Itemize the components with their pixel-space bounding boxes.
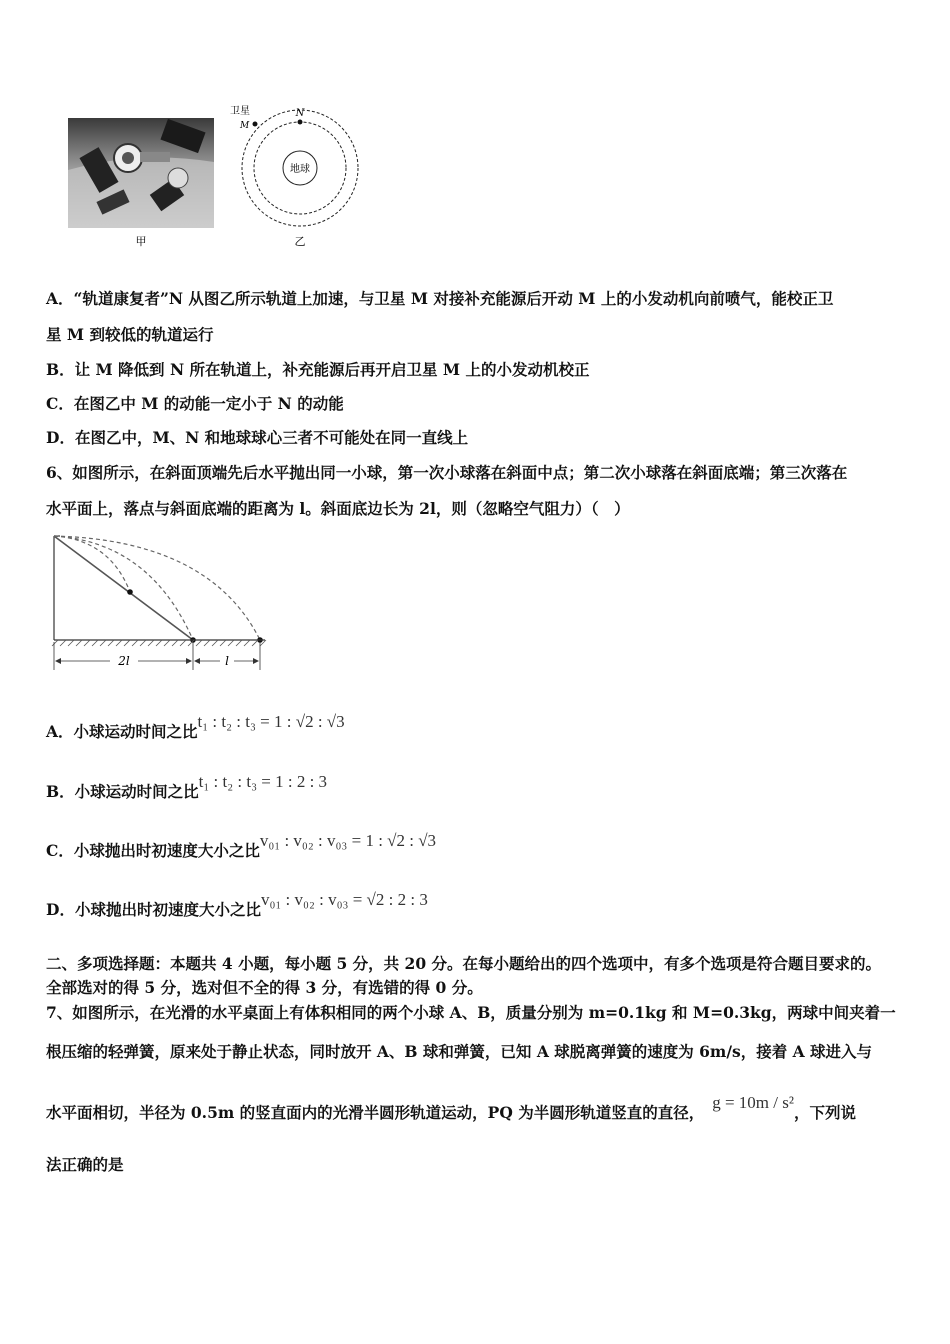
q6-option-c-text: C．小球抛出时初速度大小之比 [46, 841, 260, 860]
q6-option-c-math: v₀₁ : v₀₂ : v₀₃ = 1 : √2 : √3 [259, 831, 437, 850]
q7-line3-tail: ，下列说 [793, 1103, 856, 1122]
q6-option-d-math: v₀₁ : v₀₂ : v₀₃ = √2 : 2 : 3 [260, 890, 428, 909]
label-m: M [240, 121, 250, 131]
q6-option-a-math: t₁ : t₂ : t₃ = 1 : √2 : √3 [197, 712, 345, 731]
q6-option-b-text: B．小球运动时间之比 [46, 782, 199, 801]
q5-option-a-line1: A．“轨道康复者”N 从图乙所示轨道上加速，与卫星 M 对接补充能源后开动 M 上的小发动机向前喷气，能校正卫 [46, 289, 834, 308]
q7-line4: 法正确的是 [46, 1155, 124, 1174]
q5-option-b: B．让 M 降低到 N 所在轨道上，补充能源后再开启卫星 M 上的小发动机校正 [46, 360, 590, 379]
q5-option-c: C．在图乙中 M 的动能一定小于 N 的动能 [46, 394, 344, 413]
label-n: N [295, 108, 305, 119]
q6-option-a-text: A．小球运动时间之比 [46, 722, 198, 741]
q7-line2: 根压缩的轻弹簧，原来处于静止状态，同时放开 A、B 球和弹簧，已知 A 球脱离弹簧的速度为 6m/s，接着 A 球进入与 [46, 1042, 873, 1061]
q6-option-d-text: D．小球抛出时初速度大小之比 [46, 900, 261, 919]
satellite-m-dot [253, 122, 258, 127]
dimension-l-label: l [225, 654, 229, 668]
q7-line1: 7、如图所示，在光滑的水平桌面上有体积相同的两个小球 A、B，质量分别为 m=0.1kg 和 M=0.3kg，两球中间夹着一 [46, 1003, 896, 1022]
q6-option-b-math: t₁ : t₂ : t₃ = 1 : 2 : 3 [198, 772, 328, 791]
label-satellite: 卫星 [230, 106, 250, 117]
q6-stem-line2: 水平面上，落点与斜面底端的距离为 l。斜面底边长为 2l，则（忽略空气阻力）（ ） [46, 499, 630, 518]
q6-option-b [46, 772, 328, 802]
q5-option-a-line2: 星 M 到较低的轨道运行 [46, 325, 214, 344]
q6-option-a [46, 712, 345, 742]
q7-line3-math: g = 10m / s² [712, 1093, 794, 1112]
section2-line2: 全部选对的得 5 分，选对但不全的得 3 分，有选错的得 0 分。 [46, 978, 483, 997]
q6-stem-line1: 6、如图所示，在斜面顶端先后水平抛出同一小球，第一次小球落在斜面中点；第二次小球落在斜面底端；第三次落在 [46, 463, 848, 482]
satellite-figure [68, 100, 368, 254]
q5-option-d: D．在图乙中，M、N 和地球球心三者不可能处在同一直线上 [46, 428, 469, 447]
incline-surface [54, 536, 193, 640]
section2-line1: 二、多项选择题：本题共 4 小题，每小题 5 分，共 20 分。在每小题给出的四个选项中，有多个选项是符合题目要求的。 [46, 954, 882, 973]
q6-option-d [46, 890, 428, 920]
incline-figure [50, 530, 275, 676]
q7-line3-text: 水平面相切，半径为 0.5m 的竖直面内的光滑半圆形轨道运动，PQ 为半圆形轨道竖直的直径， [46, 1103, 705, 1122]
q7-line3 [46, 1093, 856, 1123]
satellite-n-dot [298, 120, 303, 125]
orbit-diagram [230, 105, 358, 226]
q6-option-c [46, 831, 437, 861]
satellite-figure-svg [68, 100, 368, 250]
trajectory-3 [54, 536, 260, 640]
dimension-2l-label: 2l [118, 654, 130, 668]
incline-figure-svg [50, 530, 275, 672]
ground-hatching [52, 640, 266, 646]
landing-point-1 [127, 589, 133, 595]
caption-right: 乙 [294, 235, 306, 248]
caption-left: 甲 [135, 235, 147, 248]
earth-label: 地球 [290, 164, 310, 175]
